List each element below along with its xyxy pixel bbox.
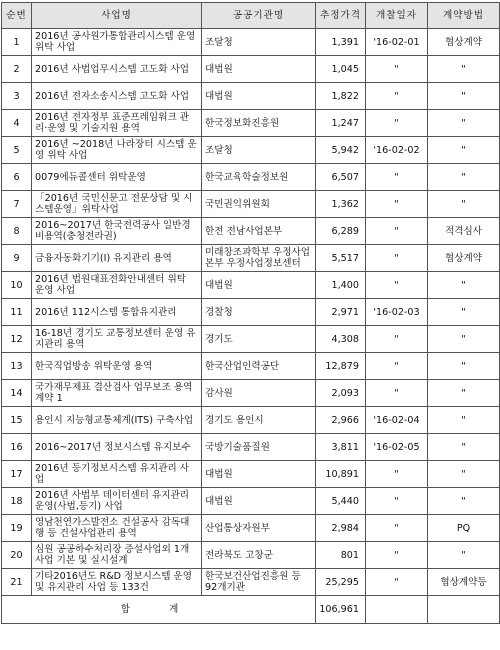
row-contract-method: "	[428, 353, 500, 380]
row-agency: 한국정보화진흥원	[202, 110, 316, 137]
row-agency: 전라북도 고창군	[202, 542, 316, 569]
row-estimated-price: 1,045	[316, 56, 366, 83]
row-project-name: 심원 공공하수처리장 증설사업외 1개 사업 기본 및 실시설계	[32, 542, 202, 569]
row-no: 14	[2, 380, 32, 407]
row-agency: 경기도 용인시	[202, 407, 316, 434]
row-no: 18	[2, 488, 32, 515]
row-agency: 대법원	[202, 461, 316, 488]
row-contract-method: "	[428, 407, 500, 434]
table-row	[2, 164, 500, 191]
row-opening-date: "	[366, 56, 428, 83]
row-project-name: 용인시 지능형교통체계(ITS) 구축사업	[32, 407, 202, 434]
row-estimated-price: 5,440	[316, 488, 366, 515]
procurement-table	[1, 2, 500, 624]
row-no: 20	[2, 542, 32, 569]
row-opening-date: '16-02-05	[366, 434, 428, 461]
row-estimated-price: 2,971	[316, 299, 366, 326]
table-row	[2, 353, 500, 380]
header-estimated-price: 추정가격	[316, 3, 366, 29]
row-no: 6	[2, 164, 32, 191]
header-no: 순번	[2, 3, 32, 29]
table-row	[2, 407, 500, 434]
row-project-name: 2016년 법원대표전화안내센터 위탁 운영 사업	[32, 272, 202, 299]
table-row	[2, 542, 500, 569]
row-opening-date: "	[366, 353, 428, 380]
header-agency: 공공기관명	[202, 3, 316, 29]
row-opening-date: "	[366, 83, 428, 110]
row-project-name: 2016년 공사원가통합관리시스템 운영 위탁 사업	[32, 29, 202, 56]
row-contract-method: "	[428, 542, 500, 569]
row-estimated-price: 1,362	[316, 191, 366, 218]
row-opening-date: "	[366, 110, 428, 137]
row-project-name: 국가재무제표 결산검사 업무보조 용역계약 1	[32, 380, 202, 407]
table-row	[2, 326, 500, 353]
header-project: 사업명	[32, 3, 202, 29]
row-no: 5	[2, 137, 32, 164]
row-contract-method: "	[428, 380, 500, 407]
header-opening-date: 개찰일자	[366, 3, 428, 29]
row-contract-method: "	[428, 110, 500, 137]
table-row	[2, 488, 500, 515]
row-project-name: 2016년 사법부 데이터센터 유지관리운영(사법,등기) 사업	[32, 488, 202, 515]
row-contract-method: "	[428, 326, 500, 353]
row-project-name: 16-18년 경기도 교통정보센터 운영 유지관리 용역	[32, 326, 202, 353]
table-body	[2, 29, 500, 596]
row-opening-date: "	[366, 191, 428, 218]
row-agency: 한국보건산업진흥원 등 92개기관	[202, 569, 316, 596]
row-contract-method: PQ	[428, 515, 500, 542]
row-estimated-price: 4,308	[316, 326, 366, 353]
row-contract-method: 적격심사	[428, 218, 500, 245]
row-agency: 국방기술품질원	[202, 434, 316, 461]
row-no: 13	[2, 353, 32, 380]
table-row	[2, 299, 500, 326]
row-project-name: 2016년 등기정보시스템 유지관리 사업	[32, 461, 202, 488]
total-label: 합 계	[2, 596, 316, 624]
table-row	[2, 56, 500, 83]
row-project-name: 2016년 사법업무시스템 고도화 사업	[32, 56, 202, 83]
table-row	[2, 515, 500, 542]
row-contract-method: "	[428, 299, 500, 326]
row-no: 9	[2, 245, 32, 272]
table-row	[2, 380, 500, 407]
row-agency: 감사원	[202, 380, 316, 407]
table-row	[2, 218, 500, 245]
row-project-name: 2016년 전자소송시스템 고도화 사업	[32, 83, 202, 110]
row-opening-date: '16-02-04	[366, 407, 428, 434]
row-project-name: 「2016년 국민신문고 전문상담 및 시스템운영」위탁사업	[32, 191, 202, 218]
row-agency: 경기도	[202, 326, 316, 353]
row-no: 10	[2, 272, 32, 299]
row-agency: 한국산업인력공단	[202, 353, 316, 380]
row-contract-method: "	[428, 272, 500, 299]
table-row	[2, 137, 500, 164]
table-row	[2, 245, 500, 272]
row-opening-date: "	[366, 272, 428, 299]
row-estimated-price: 2,966	[316, 407, 366, 434]
row-opening-date: "	[366, 380, 428, 407]
row-agency: 경찰청	[202, 299, 316, 326]
row-agency: 조달청	[202, 137, 316, 164]
table-row	[2, 272, 500, 299]
row-estimated-price: 25,295	[316, 569, 366, 596]
row-estimated-price: 5,942	[316, 137, 366, 164]
row-agency: 미래창조과학부 우정사업본부 우정사업정보센터	[202, 245, 316, 272]
row-project-name: 2016년 전자정부 표준프레임워크 관리·운영 및 기술지원 용역	[32, 110, 202, 137]
row-estimated-price: 10,891	[316, 461, 366, 488]
row-opening-date: "	[366, 461, 428, 488]
row-opening-date: "	[366, 218, 428, 245]
table-row	[2, 29, 500, 56]
row-no: 2	[2, 56, 32, 83]
total-price: 106,961	[316, 596, 366, 624]
row-contract-method: "	[428, 488, 500, 515]
row-estimated-price: 1,247	[316, 110, 366, 137]
row-estimated-price: 6,289	[316, 218, 366, 245]
row-estimated-price: 2,984	[316, 515, 366, 542]
row-project-name: 0079에듀콜센터 위탁운영	[32, 164, 202, 191]
row-contract-method: "	[428, 434, 500, 461]
table-row	[2, 110, 500, 137]
row-no: 17	[2, 461, 32, 488]
row-no: 8	[2, 218, 32, 245]
row-contract-method: "	[428, 191, 500, 218]
table-row	[2, 83, 500, 110]
row-contract-method: "	[428, 83, 500, 110]
row-opening-date: "	[366, 542, 428, 569]
row-project-name: 기타2016년도 R&D 정보시스템 운영 및 유지관리 사업 등 133건	[32, 569, 202, 596]
row-agency: 한국교육학술정보원	[202, 164, 316, 191]
row-estimated-price: 1,391	[316, 29, 366, 56]
row-contract-method: "	[428, 137, 500, 164]
row-opening-date: '16-02-02	[366, 137, 428, 164]
row-agency: 대법원	[202, 83, 316, 110]
row-estimated-price: 2,093	[316, 380, 366, 407]
row-opening-date: "	[366, 164, 428, 191]
row-no: 21	[2, 569, 32, 596]
table-row	[2, 191, 500, 218]
row-no: 1	[2, 29, 32, 56]
row-contract-method: 협상계약	[428, 245, 500, 272]
table-row	[2, 461, 500, 488]
procurement-table-container	[1, 2, 499, 624]
header-contract-method: 계약방법	[428, 3, 500, 29]
row-project-name: 2016~2017년 한국전력공사 일반경비용역(충청전라권)	[32, 218, 202, 245]
row-no: 19	[2, 515, 32, 542]
table-header-row	[2, 3, 500, 29]
row-contract-method: "	[428, 56, 500, 83]
row-no: 16	[2, 434, 32, 461]
row-project-name: 2016~2017년 정보시스템 유지보수	[32, 434, 202, 461]
row-no: 12	[2, 326, 32, 353]
row-no: 3	[2, 83, 32, 110]
row-estimated-price: 5,517	[316, 245, 366, 272]
row-estimated-price: 1,400	[316, 272, 366, 299]
row-contract-method: "	[428, 164, 500, 191]
row-no: 11	[2, 299, 32, 326]
row-opening-date: "	[366, 326, 428, 353]
row-estimated-price: 12,879	[316, 353, 366, 380]
row-agency: 조달청	[202, 29, 316, 56]
row-project-name: 한국직업방송 위탁운영 용역	[32, 353, 202, 380]
row-agency: 대법원	[202, 488, 316, 515]
row-opening-date: "	[366, 245, 428, 272]
row-project-name: 2016년 ~2018년 나라장터 시스템 운영 위탁 사업	[32, 137, 202, 164]
row-opening-date: "	[366, 515, 428, 542]
total-empty-date	[366, 596, 428, 624]
table-row	[2, 569, 500, 596]
row-estimated-price: 3,811	[316, 434, 366, 461]
row-contract-method: "	[428, 461, 500, 488]
row-estimated-price: 6,507	[316, 164, 366, 191]
row-opening-date: '16-02-03	[366, 299, 428, 326]
row-agency: 한전 전남사업본부	[202, 218, 316, 245]
row-agency: 산업통상자원부	[202, 515, 316, 542]
row-project-name: 영남천연가스발전소 건설공사 감독대행 등 건설사업관리 용역	[32, 515, 202, 542]
row-agency: 국민권익위원회	[202, 191, 316, 218]
row-contract-method: 협상계약	[428, 29, 500, 56]
table-row	[2, 434, 500, 461]
total-empty-method	[428, 596, 500, 624]
row-opening-date: "	[366, 488, 428, 515]
row-no: 4	[2, 110, 32, 137]
row-project-name: 금융자동화기기(Ⅰ) 유지관리 용역	[32, 245, 202, 272]
row-contract-method: 협상계약등	[428, 569, 500, 596]
row-agency: 대법원	[202, 272, 316, 299]
row-no: 15	[2, 407, 32, 434]
row-estimated-price: 1,822	[316, 83, 366, 110]
total-row	[2, 596, 500, 624]
row-agency: 대법원	[202, 56, 316, 83]
row-opening-date: '16-02-01	[366, 29, 428, 56]
row-estimated-price: 801	[316, 542, 366, 569]
row-opening-date: "	[366, 569, 428, 596]
row-project-name: 2016년 112시스템 통합유지관리	[32, 299, 202, 326]
row-no: 7	[2, 191, 32, 218]
